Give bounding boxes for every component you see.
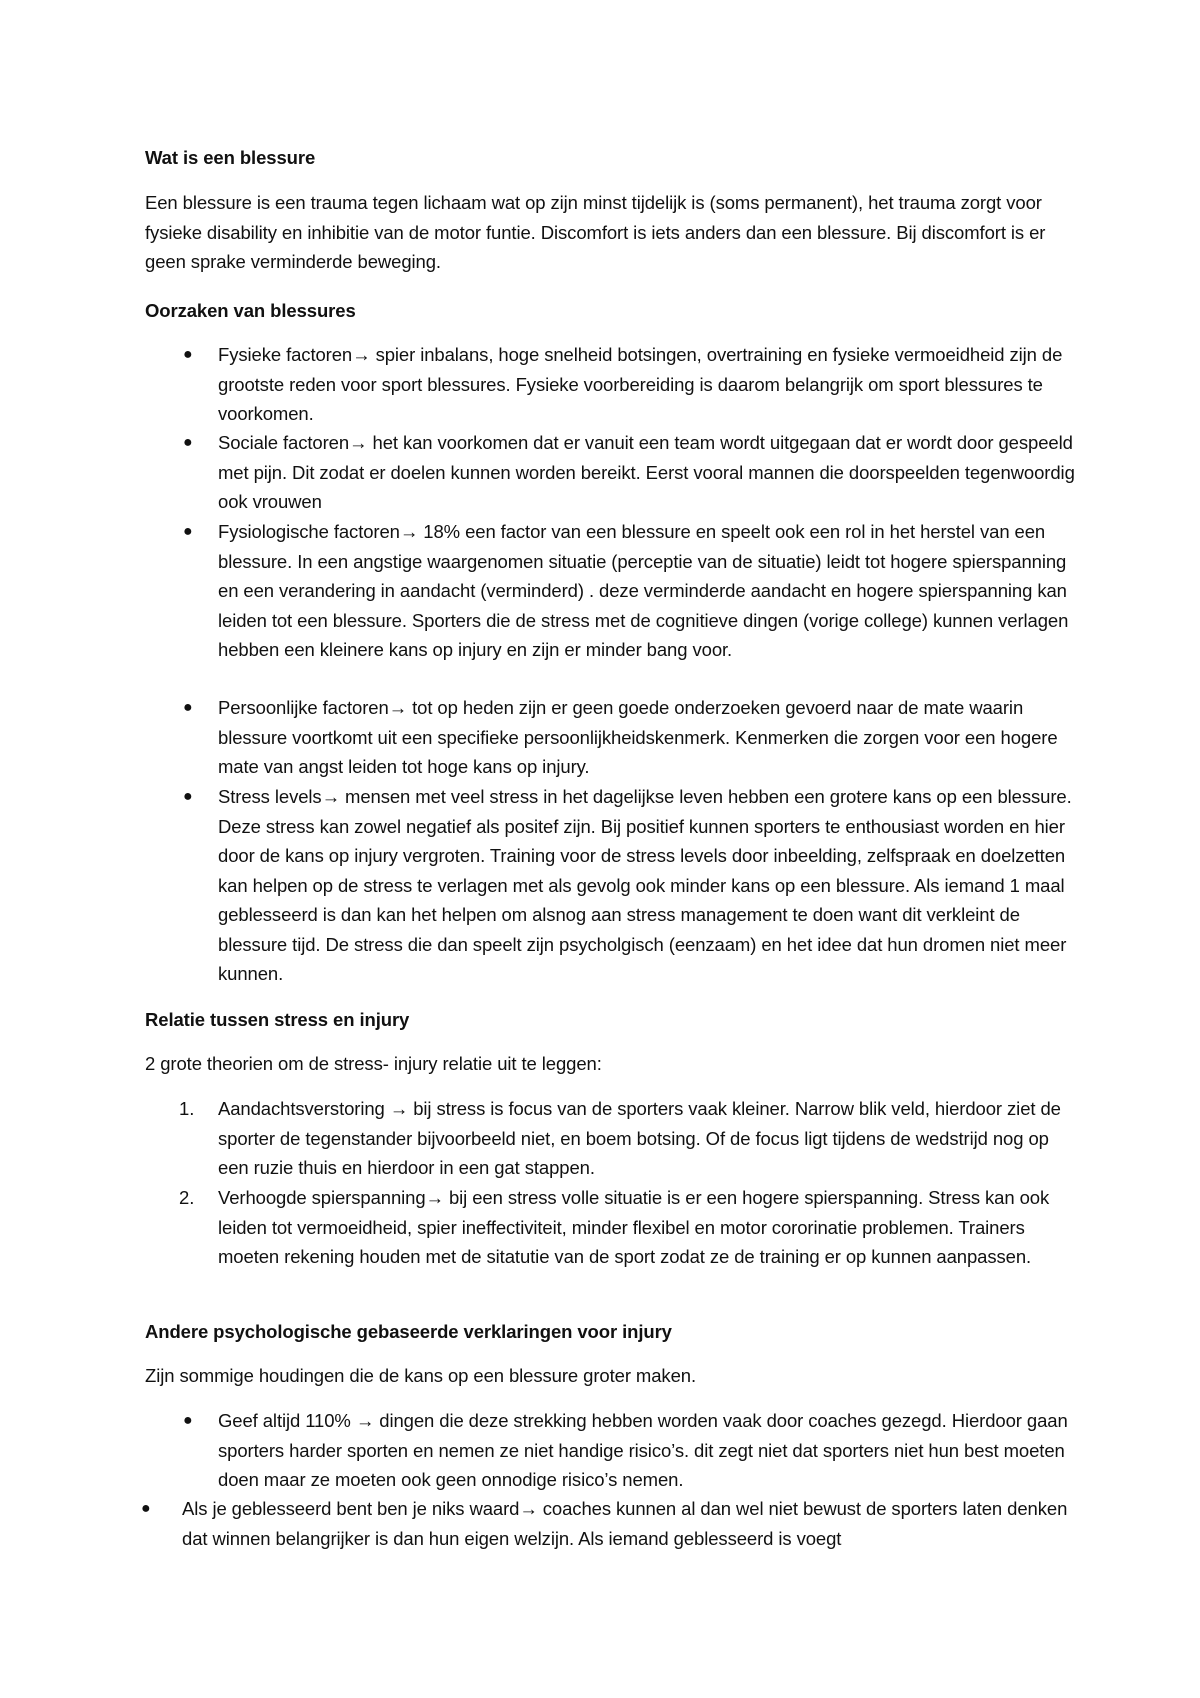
numbered-item (145, 1094, 1080, 1183)
list-item (145, 782, 1080, 989)
list-number: 1. (179, 1098, 195, 1119)
list-item (145, 517, 1080, 665)
list-item-text: Als je geblesseerd bent ben je niks waard→ coaches kunnen al dan wel niet bewust de sporters laten denken dat winnen belangrijker is dan hun eigen welzijn. Als iemand geblesseerd is voegt (182, 1498, 1068, 1549)
list-item (141, 1494, 1080, 1553)
list-item-text: Fysiologische factoren→ 18% een factor van een blessure en speelt ook een rol in het herstel van een blessure. In een angstige waargenomen situatie (perceptie van de situatie) leidt tot hogere spierspanning en een verandering in aandacht (verminderd) . deze verminderde aandacht en hogere spierspanning kan leiden tot een blessure. Sporters die de stress met de cognitieve dingen (vorige college) kunnen verlagen hebben een kleinere kans op injury en zijn er minder bang voor. (218, 521, 1069, 660)
bullet-icon: ● (183, 1412, 193, 1429)
bullet-icon: ● (183, 699, 193, 716)
paragraph-definition: Een blessure is een trauma tegen lichaam wat op zijn minst tijdelijk is (soms permanent), het trauma zorgt voor fysieke disability en inhibitie van de motor funtie. Discomfort is iets anders dan een blessure. Bij discomfort is er geen sprake verminderde beweging. (145, 192, 1046, 272)
list-item-text: Geef altijd 110% → dingen die deze strekking hebben worden vaak door coaches gezegd. Hierdoor gaan sporters harder sporten en nemen ze niet handige risico’s. dit zegt niet dat sporters niet hun best moeten doen maar ze moeten ook geen onnodige risico’s nemen. (218, 1410, 1068, 1490)
list-item (145, 340, 1080, 429)
list-item-text: Persoonlijke factoren→ tot op heden zijn er geen goede onderzoeken gevoerd naar de mate waarin blessure voortkomt uit een specifieke persoonlijkheidskenmerk. Kenmerken die zorgen voor een hogere mate van angst leiden tot hoge kans op injury. (218, 697, 1058, 777)
bullet-icon: ● (183, 346, 193, 363)
heading-oorzaken: Oorzaken van blessures (145, 300, 356, 321)
bullet-icon: ● (183, 788, 193, 805)
list-item-text: Aandachtsverstoring → bij stress is focus van de sporters vaak kleiner. Narrow blik veld, hierdoor ziet de sporter de tegenstander bijvoorbeeld niet, en boem botsing. Of de focus ligt tijdens de wedstrijd nog op een ruzie thuis en hierdoor in een gat stappen. (218, 1098, 1061, 1178)
paragraph-intro-theorien: 2 grote theorien om de stress- injury relatie uit te leggen: (145, 1053, 602, 1074)
heading-wat-is-een-blessure: Wat is een blessure (145, 147, 316, 168)
list-item-text: Fysieke factoren→ spier inbalans, hoge snelheid botsingen, overtraining en fysieke vermoeidheid zijn de grootste reden voor sport blessures. Fysieke voorbereiding is daarom belangrijk om sport blessures te voorkomen. (218, 344, 1063, 424)
heading-andere-verklaringen: Andere psychologische gebaseerde verklaringen voor injury (145, 1321, 672, 1342)
heading-relatie: Relatie tussen stress en injury (145, 1009, 410, 1030)
list-item-text: Stress levels→ mensen met veel stress in het dagelijkse leven hebben een grotere kans op een blessure. Deze stress kan zowel negatief als positef zijn. Bij positief kunnen sporters te enthousiast worden en hier door de kans op injury vergroten. Training voor de stress levels door inbeelding, zelfspraak en doelzetten kan helpen op de stress te verlagen met als gevolg ook minder kans op een blessure. Als iemand 1 maal geblesseerd is dan kan het helpen om alsnog aan stress management te doen want dit verkleint de blessure tijd. De stress die dan speelt zijn psycholgisch (eenzaam) en het idee dat hun dromen niet meer kunnen. (218, 786, 1072, 984)
list-item (145, 428, 1080, 517)
bullet-icon: ● (141, 1500, 151, 1517)
list-item (145, 693, 1080, 782)
numbered-item (145, 1183, 1080, 1272)
list-item (145, 1406, 1080, 1495)
bullet-icon: ● (183, 434, 193, 451)
list-item-text: Verhoogde spierspanning→ bij een stress volle situatie is er een hogere spierspanning. Stress kan ook leiden tot vermoeidheid, spier ineffectiviteit, minder flexibel en motor cororinatie problemen. Trainers moeten rekening houden met de sitatutie van de sport zodat ze de training er op kunnen aanpassen. (218, 1187, 1050, 1267)
list-number: 2. (179, 1187, 195, 1208)
paragraph-intro-houdingen: Zijn sommige houdingen die de kans op een blessure groter maken. (145, 1365, 696, 1386)
bullet-icon: ● (183, 523, 193, 540)
list-item-text: Sociale factoren→ het kan voorkomen dat er vanuit een team wordt uitgegaan dat er wordt door gespeeld met pijn. Dit zodat er doelen kunnen worden bereikt. Eerst vooral mannen die doorspeelden tegenwoordig ook vrouwen (218, 432, 1075, 512)
